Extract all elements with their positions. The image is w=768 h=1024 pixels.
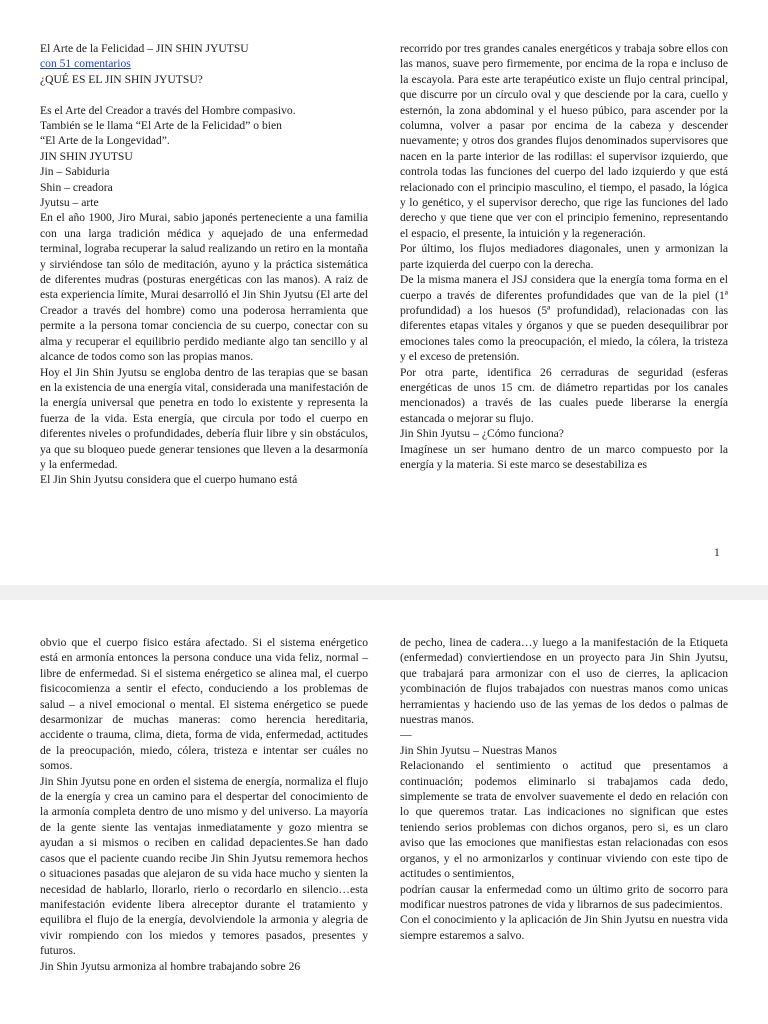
paragraph-body-start: El Jin Shin Jyutsu considera que el cuerpo humano está (40, 473, 298, 487)
paragraph-order: Jin Shin Jyutsu pone en orden el sistema de energía, normaliza el flujo de la energía y crea un camino para el despertar del conocimiento de la armonía completa dentro de uno mismo y del universo. La mayoría de la gente siente las ventajas inmediatamente y gozo mientra se ayudan a si mismos o reciben en calidad depacientes.Se han dado casos que el paciente cuando recibe Jin Shin Jyutsu rememora hechos o situaciones pasadas que alejaron de su vida hace mucho y sienten la necesidad de hablarlo, llorarlo, rierlo o recordarlo en silencio…esta manifestación evidente libera alreceptor durante el tratamiento y equilibra el flujo de la energía, devolviendole la armonia y alegria de vivir rompiendo con los miedos y temores pasados, presentes y futuros. (40, 774, 368, 958)
comments-link[interactable]: con 51 comentarios (40, 57, 131, 71)
paragraph-harmonize-start: Jin Shin Jyutsu armoniza al hombre trabajando sobre 26 (40, 959, 301, 973)
term-heading: JIN SHIN JYUTSU (40, 149, 133, 163)
paragraph-today: Hoy el Jin Shin Jyutsu se engloba dentro de las terapias que se basan en la existencia de una energía vital, considerada una manifestación de la energía universal que penetra en todo lo existente y representa la fuerza de la vida. Esta energía, que circula por todo el cuerpo en diferentes niveles o profundidades, debería fluir libre y sin obstáculos, ya que su bloqueo puede generar tensiones que lleven a la desarmonía y la enfermedad. (40, 365, 368, 471)
paragraph-fingers: Relacionando el sentimiento o actitud que presentamos a continuación; podemos eliminarlo si trabajamos cada dedo, simplemente se trata de envolver suavemente el dedo en relación con lo que queremos tratar. Las indicaciones no significan que estes teniendo serios problemas con dichos organos, pero si, es un claro aviso que las emociones que manifiestas estan relacionadas con esos organos, y el no armonizarlos y continuar viviendo con este tipo de actitudes o sentimientos, (400, 759, 728, 881)
intro-line-2: También se le llama “El Arte de la Felicidad” o bien (40, 119, 282, 133)
intro-line-1: Es el Arte del Creador a través del Hombre compasivo. (40, 103, 296, 117)
paragraph-closing: Con el conocimiento y la aplicación de Jin Shin Jyutsu en nuestra vida siempre estaremos a salvo. (400, 913, 728, 942)
paragraph-imagine-continued: obvio que el cuerpo fisico estára afectado. Si el sistema enérgetico está en armonía entonces la persona conduce una vida feliz, normal – libre de enfermedad. Si el sistema enérgetico se alinea mal, el cuerpo fisicocomienza a sentir el efecto, conduciendo a los problemas de salud – a nivel emocional o mental. El sistema enérgetico se puede desarmonizar de muchas maneras: como herencia hereditaria, accidente o trauma, clima, dieta, forma de vida, enfermedad, actitudes de la preocupación, miedo, cólera, tristeza e intentar ser cuáles no somos. (40, 636, 368, 773)
paragraph-body-continued: recorrido por tres grandes canales energéticos y trabaja sobre ellos con las manos, suave pero firmemente, por encima de la ropa e incluso de la escayola. Para este arte terapéutico existe un flujo central principal, que discurre por un círculo oval y que desciende por la cara, cuello y esternón, la zona abdominal y el hueso púbico, para ascender por la columna, volver a pasar por encima de la cabeza y descender nuevamente; y otros dos grandes flujos denominados supervisores que nacen en la parte interior de las rodillas: el supervisor izquierdo, que controla todas las funciones del cuerpo del lado izquierdo y que está relacionado con el principio masculino, el tiempo, el pasado, la lógica y lo genético, y el supervisor derecho, que rige las funciones del lado derecho y que tiene que ver con el principio femenino, representando el espacio, el presente, la intuición y la regeneración. (400, 42, 728, 240)
dash-separator: — (400, 728, 412, 742)
heading-how-it-works: Jin Shin Jyutsu – ¿Cómo funciona? (400, 427, 564, 441)
page1-left-column (40, 41, 368, 488)
page2-left-column (40, 635, 368, 974)
page-gap (0, 585, 768, 600)
paragraph-mediators: Por último, los flujos mediadores diagonales, unen y armonizan la parte izquierda del cuerpo con la derecha. (400, 242, 728, 271)
question-heading: ¿QUÉ ES EL JIN SHIN JYUTSU? (40, 72, 203, 86)
spacer (40, 87, 368, 102)
intro-line-3: “El Arte de la Longevidad”. (40, 134, 170, 148)
paragraph-harmonize-continued: de pecho, linea de cadera…y luego a la manifestación de la Etiqueta (enfermedad) conviertiendose en un proyecto para Jin Shin Jyutsu, que trabajará para armonizar con el uso de cierres, la aplicacion ycombinación de flujos trabajados con nuestras manos como unicas herramientas y haciendo uso de las yemas de los dedos o palmas de nuestras manos. (400, 636, 728, 727)
paragraph-history: En el año 1900, Jiro Murai, sabio japonés perteneciente a una familia con una larga tradición médica y aquejado de una enfermedad terminal, lograba recuperar la salud realizando un retiro en la montaña y sirviéndose tan sólo de meditación, ayuno y la práctica sistemática de diferentes mudras (posturas energéticas con las manos). A raiz de esta experiencia límite, Murai desarrolló el Jin Shin Jyutsu (El arte del Creador a través del hombre) como una poderosa herramienta que permite a la persona tomar conciencia de su cuerpo, conectar con su alma y recuperar el equilibrio perdido mediante algo tan sencillo y al alcance de todos como son las propias manos. (40, 211, 368, 364)
article-title: El Arte de la Felicidad – JIN SHIN JYUTSU (40, 42, 249, 55)
heading-our-hands: Jin Shin Jyutsu – Nuestras Manos (400, 743, 557, 757)
page2-right-column (400, 635, 728, 943)
page-number: 1 (714, 546, 720, 559)
paragraph-cry: podrían causar la enfermedad como un último grito de socorro para modificar nuestros patrones de vida y librarnos de sus padecimientos. (400, 882, 728, 911)
page1-right-column (400, 41, 728, 472)
term-jyutsu: Jyutsu – arte (40, 196, 99, 210)
term-jin: Jin – Sabiduria (40, 165, 110, 179)
paragraph-depths: De la misma manera el JSJ considera que la energía toma forma en el cuerpo a través de diferentes profundidades que van de la piel (1ª profundidad) a los huesos (5ª profundidad), relacionadas con las diferentes etapas vitales y órganos y que se pueden desequilibrar por emociones tales como la preocupación, el miedo, la cólera, la tristeza y el exceso de pretensión. (400, 273, 728, 364)
paragraph-imagine: Imagínese un ser humano dentro de un marco compuesto por la energía y la materia. Si este marco se desestabiliza es (400, 442, 728, 471)
term-shin: Shin – creadora (40, 180, 113, 194)
paragraph-locks: Por otra parte, identifica 26 cerraduras de seguridad (esferas energéticas de unos 15 cm. de diámetro repartidas por los canales mencionados) a través de las cuales puede liberarse la energía estancada o mejorar su flujo. (400, 365, 728, 425)
